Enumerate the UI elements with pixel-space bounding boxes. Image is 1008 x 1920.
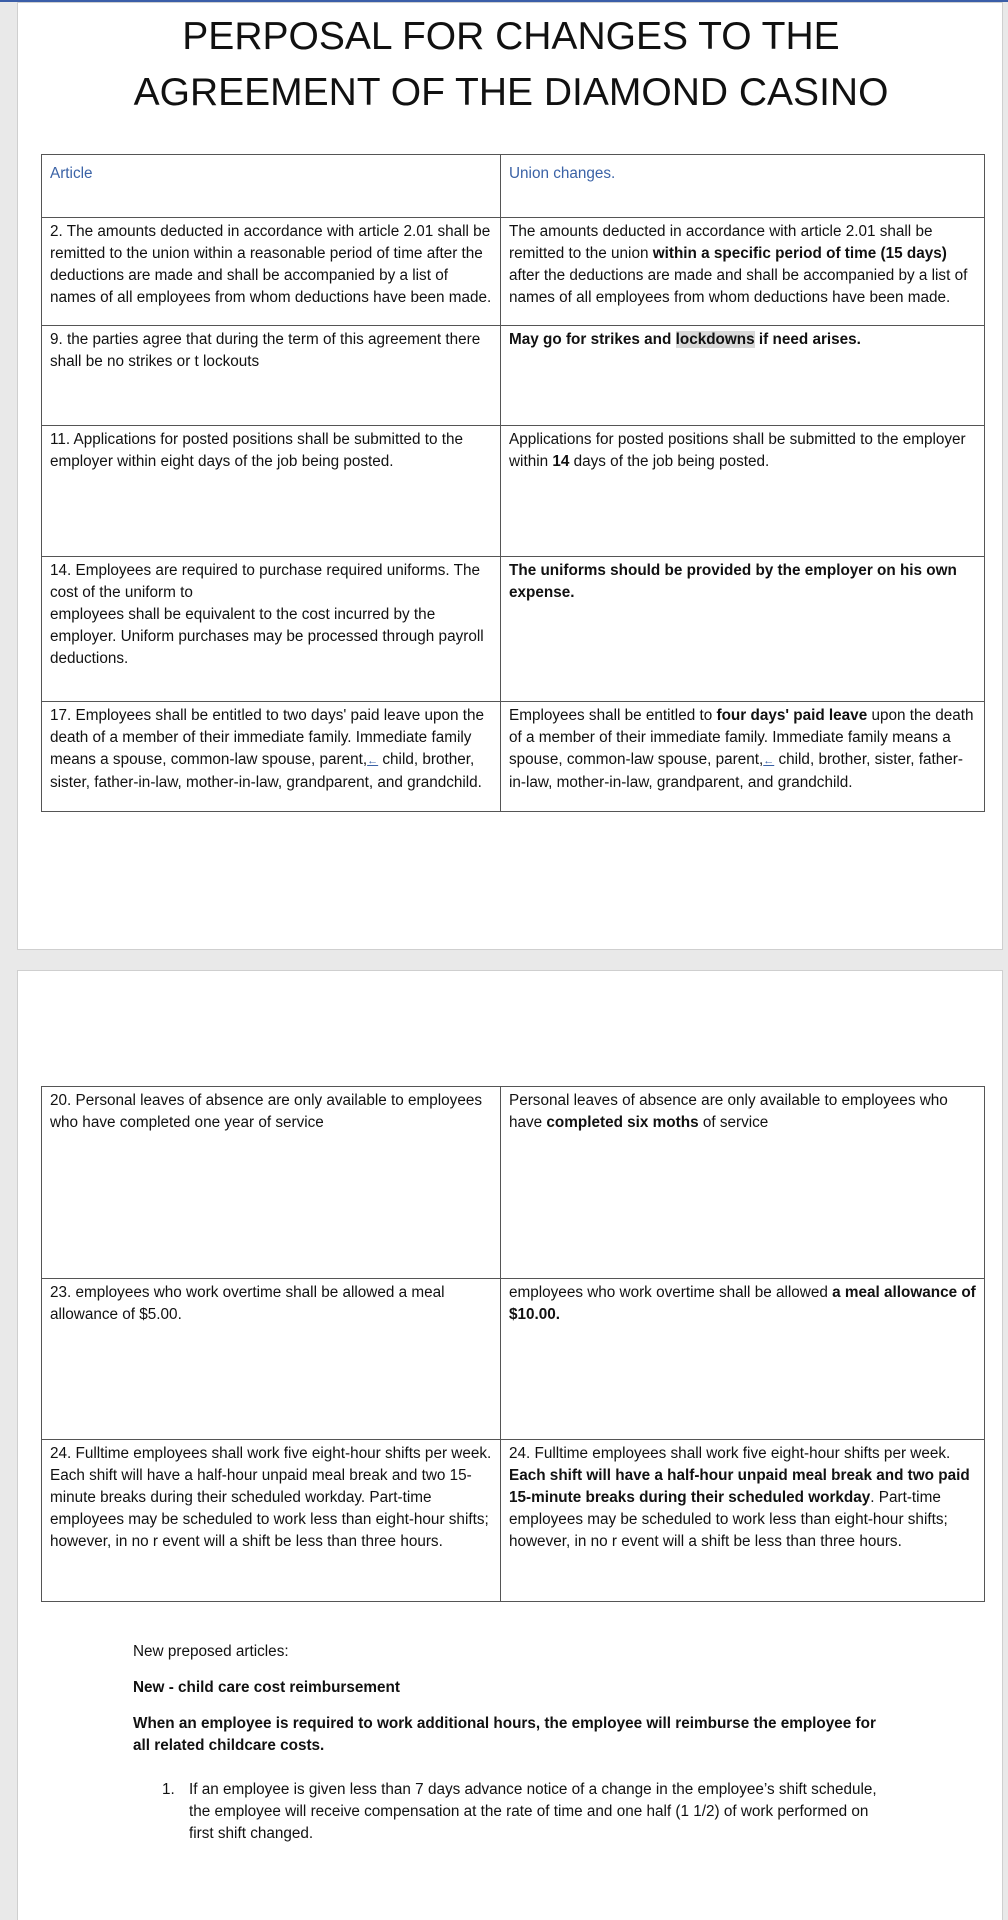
union-change-cell bbox=[501, 1087, 985, 1279]
article-text: employees shall be equivalent to the cost incurred by the employer. Uniform purchases may be processed through payroll deductions. bbox=[50, 606, 484, 667]
union-emphasis: completed six moths bbox=[546, 1114, 699, 1131]
union-change-cell bbox=[501, 426, 985, 557]
union-emphasis: within a specific period of time (15 days) bbox=[652, 245, 947, 262]
document-title-line-1: PERPOSAL FOR CHANGES TO THE bbox=[182, 15, 840, 58]
table-row bbox=[42, 1440, 985, 1602]
union-text: Personal leaves of absence are only available to employees who have bbox=[509, 1092, 948, 1131]
document-title-line-2: AGREEMENT OF THE DIAMOND CASINO bbox=[133, 71, 889, 114]
tracked-change-mark: ← bbox=[367, 755, 379, 767]
list-item-number: 1. bbox=[162, 1781, 175, 1798]
table-row bbox=[42, 702, 985, 812]
union-change-cell bbox=[501, 557, 985, 702]
union-emphasis: 14 bbox=[552, 453, 570, 470]
numbered-list bbox=[133, 1779, 893, 1845]
header-article: Article bbox=[42, 155, 501, 218]
union-emphasis: The uniforms should be provided by the employer on his own expense. bbox=[509, 562, 957, 601]
new-articles-label bbox=[133, 1641, 893, 1663]
union-change-cell bbox=[501, 702, 985, 812]
new-article-body bbox=[133, 1713, 893, 1757]
article-text: 14. Employees are required to purchase required uniforms. The cost of the uniform to bbox=[50, 562, 480, 601]
article-text: child, brother, sister, father-in-law, mother-in-law, grandparent, and grandchild. bbox=[50, 751, 482, 791]
new-article-heading-text: New - child care cost reimbursement bbox=[133, 1679, 400, 1696]
article-cell: 20. Personal leaves of absence are only available to employees who have completed one year of service bbox=[42, 1087, 501, 1279]
document-page-2 bbox=[17, 970, 1003, 1920]
changes-table-part-2 bbox=[41, 1086, 985, 1602]
article-cell: 24. Fulltime employees shall work five eight-hour shifts per week. Each shift will have a half-hour unpaid meal break and two 15-minute breaks during their scheduled workday. Part-time employees may be scheduled to work less than eight-hour shifts; however, in no r event will a shift be less than three hours. bbox=[42, 1440, 501, 1602]
document-page-1 bbox=[17, 2, 1003, 950]
union-text: The amounts deducted in accordance with article 2.01 shall be remitted to the union bbox=[509, 223, 933, 262]
table-row bbox=[42, 1087, 985, 1279]
union-change-cell bbox=[501, 326, 985, 426]
new-articles-label-text: New preposed articles: bbox=[133, 1643, 289, 1660]
union-text: employees who work overtime shall be allowed bbox=[509, 1284, 833, 1301]
article-cell bbox=[42, 702, 501, 812]
table-row bbox=[42, 326, 985, 426]
table-row bbox=[42, 426, 985, 557]
union-text: child, brother, sister, father-in-law, mother-in-law, grandparent, and grandchild. bbox=[509, 751, 963, 791]
list-item bbox=[133, 1779, 893, 1845]
union-text: . Part-time employees may be scheduled to work less than eight-hour shifts; however, in no r event will a shift be less than three hours. bbox=[509, 1489, 948, 1550]
union-text: days of the job being posted. bbox=[569, 453, 770, 470]
union-text: after the deductions are made and shall be accompanied by a list of names of all employees from whom deductions have been made. bbox=[509, 267, 968, 306]
union-emphasis: a meal allowance of $10.00. bbox=[509, 1284, 976, 1323]
union-change-cell bbox=[501, 1440, 985, 1602]
article-cell: 9. the parties agree that during the term of this agreement there shall be no strikes or t lockouts bbox=[42, 326, 501, 426]
article-text: 17. Employees shall be entitled to two days' paid leave upon the death of a member of their immediate family. Immediate family means a spouse, common-law spouse, parent, bbox=[50, 707, 485, 768]
article-cell: 2. The amounts deducted in accordance with article 2.01 shall be remitted to the union within a reasonable period of time after the deductions are made and shall be accompanied by a list of names of all employees from whom deductions have been made. bbox=[42, 218, 501, 326]
new-article-heading bbox=[133, 1677, 893, 1699]
union-emphasis: May go for strikes and bbox=[509, 331, 676, 348]
tracked-change-mark: ← bbox=[763, 755, 775, 767]
union-text: upon the death of a member of their immediate family. Immediate family means a spouse, common-law spouse, parent, bbox=[509, 707, 974, 768]
union-emphasis: if need arises. bbox=[754, 331, 861, 348]
union-text: Employees shall be entitled to bbox=[509, 707, 717, 724]
article-cell: 23. employees who work overtime shall be allowed a meal allowance of $5.00. bbox=[42, 1279, 501, 1440]
table-row bbox=[42, 1279, 985, 1440]
article-cell: 11. Applications for posted positions shall be submitted to the employer within eight days of the job being posted. bbox=[42, 426, 501, 557]
highlighted-word: lockdowns bbox=[675, 331, 755, 348]
union-change-cell bbox=[501, 218, 985, 326]
header-union-changes: Union changes. bbox=[501, 155, 985, 218]
union-emphasis: four days' paid leave bbox=[716, 707, 868, 724]
union-text: Applications for posted positions shall be submitted to the employer within bbox=[509, 431, 966, 470]
changes-table-part-1 bbox=[41, 154, 985, 812]
union-change-cell bbox=[501, 1279, 985, 1440]
list-item-text: If an employee is given less than 7 days advance notice of a change in the employee’s shift schedule, the employee will receive compensation at the rate of time and one half (1 1/2) of work performed on first shift changed. bbox=[189, 1781, 877, 1842]
union-emphasis: Each shift will have a half-hour unpaid meal break and two paid 15-minute breaks during their scheduled workday bbox=[509, 1467, 970, 1506]
article-cell bbox=[42, 557, 501, 702]
table-row bbox=[42, 218, 985, 326]
union-text: of service bbox=[698, 1114, 769, 1131]
table-row bbox=[42, 557, 985, 702]
new-article-body-text: When an employee is required to work additional hours, the employee will reimburse the employee for all related childcare costs. bbox=[133, 1715, 876, 1754]
union-text: 24. Fulltime employees shall work five eight-hour shifts per week. bbox=[509, 1445, 951, 1462]
